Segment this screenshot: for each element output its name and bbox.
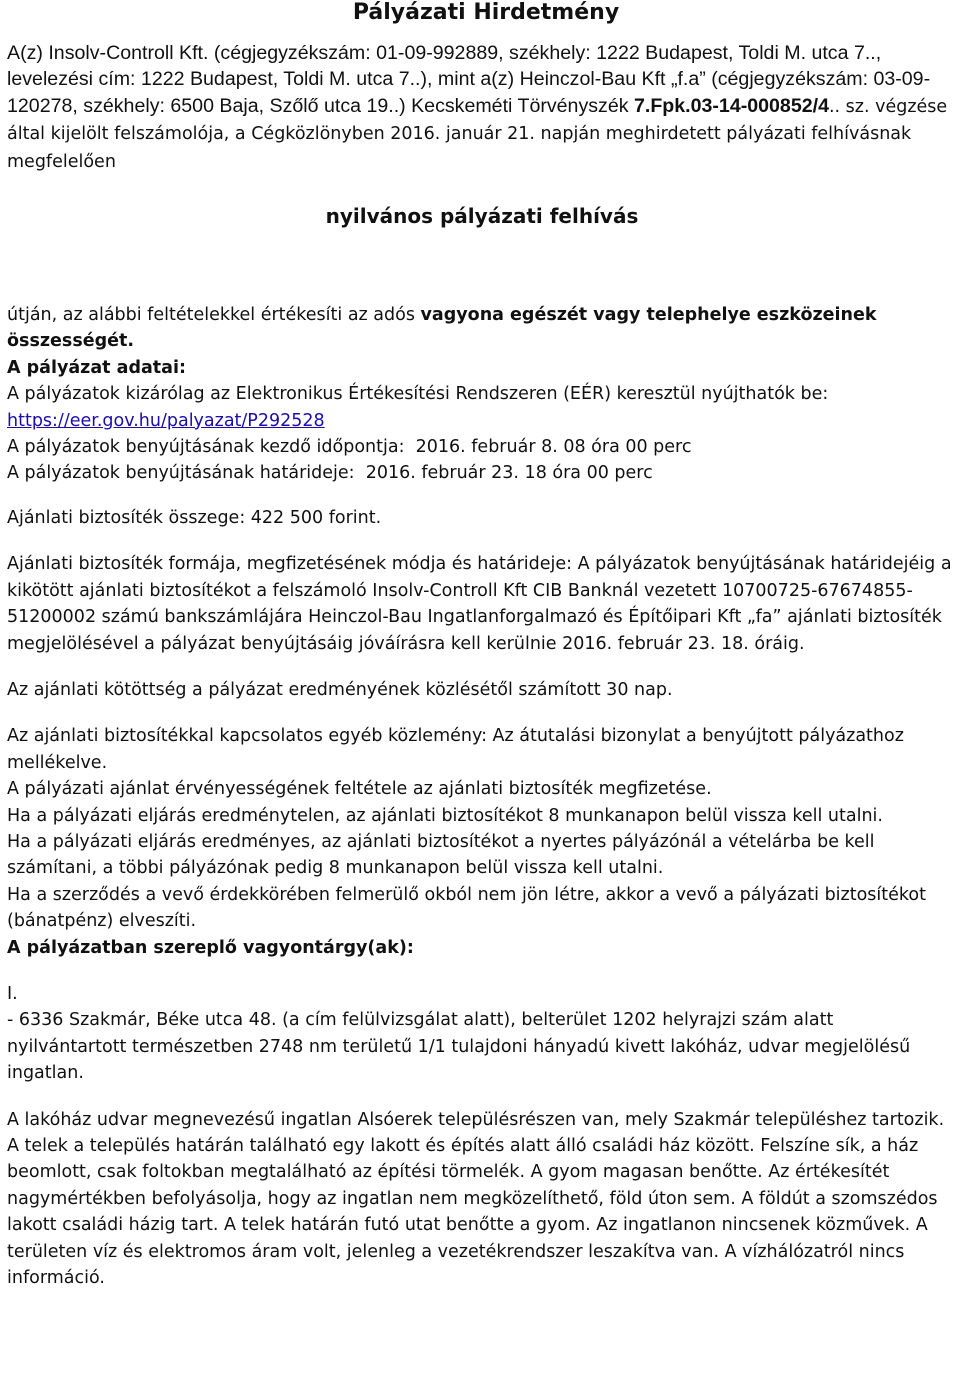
intro-text-start: A(z) Insolv-Controll Kft. (cégjegyzékszám: 01-09-992889, székhely: 1222 Budapest, Toldi M. utca 7.., levelezési cím: 1222 Budapest, Toldi M. utca 7..), mint a(z) Heinczol-Bau Kft „f.a” (cégjegyzékszám: 03-09-120278, székhely: 6500 Baja, Szőlő utca 19..) Kecskeméti Törvényszék bbox=[7, 42, 931, 117]
intro-paragraph bbox=[7, 40, 957, 175]
start-date-value: 2016. február 8. 08 óra 00 perc bbox=[415, 437, 692, 458]
deadline-line bbox=[7, 460, 957, 486]
assets-heading: A pályázatban szereplő vagyontárgy(ak): bbox=[7, 937, 414, 958]
spacer bbox=[7, 657, 957, 677]
deposit-form-paragraph: Ajánlati biztosíték formája, megfizetésének módja és határideje: A pályázatok benyújtásának határidejéig a kikötött ajánlati biztosítékot a felszámoló Insolv-Controll Kft CIB Banknál vezetett 10700725-67674855-51200002 számú bankszámlájára Heinczol-Bau Ingatlanforgalmazó és Építőipari Kft „fa” ajánlati biztosíték megjelölésével a pályázat benyújtásáig jóváírásra kell kerülnie 2016. február 23. 18. óráig. bbox=[7, 554, 952, 654]
notice-item: Ha a pályázati eljárás eredménytelen, az ajánlati biztosítékot 8 munkanapon belül vissza kell utalni. bbox=[7, 805, 883, 826]
spacer bbox=[7, 961, 957, 981]
deadline-label: A pályázatok benyújtásának határideje: bbox=[7, 463, 355, 484]
call-subtitle: nyilvános pályázati felhívás bbox=[325, 204, 639, 229]
notice-item: Az ajánlati biztosítékkal kapcsolatos egyéb közlemény: Az átutalási bizonylat a benyújtott pályázathoz mellékelve. bbox=[7, 726, 904, 773]
case-number: 7.Fpk.03-14-000852/4 bbox=[633, 94, 829, 117]
binding-paragraph: Az ajánlati kötöttség a pályázat eredményének közlésétől számított 30 nap. bbox=[7, 679, 673, 700]
spacer bbox=[7, 487, 957, 505]
asset-roman-numeral: I. bbox=[7, 983, 18, 1004]
spacer bbox=[7, 531, 957, 551]
sale-subject: vagyona egészét vagy telephelye eszközeinek összességét. bbox=[7, 305, 877, 352]
sale-text: útján, az alábbi feltételekkel értékesíti az adós bbox=[7, 305, 421, 326]
spacer bbox=[7, 703, 957, 723]
sale-paragraph bbox=[7, 302, 957, 355]
submission-link[interactable]: https://eer.gov.hu/palyazat/P292528 bbox=[7, 410, 325, 431]
intro-text-end: .. sz. végzése által kijelölt felszámolója, a Cégközlönyben 2016. január 21. napján meghirdetett pályázati felhívásnak megfelelően bbox=[7, 96, 948, 172]
spacer bbox=[7, 231, 957, 302]
spacer bbox=[7, 1087, 957, 1107]
notice-item: Ha a szerződés a vevő érdekkörében felmerülő okból nem jön létre, akkor a vevő a pályázati biztosítékot (bánatpénz) elveszíti. bbox=[7, 884, 926, 932]
notice-item: A pályázati ajánlat érvényességének feltétele az ajánlati biztosíték megfizetése. bbox=[7, 779, 712, 800]
submission-paragraph bbox=[7, 381, 957, 434]
deposit-amount: Ajánlati biztosíték összege: 422 500 forint. bbox=[7, 507, 382, 528]
data-heading: A pályázat adatai: bbox=[7, 357, 186, 378]
notice-item: Ha a pályázati eljárás eredményes, az ajánlati biztosítékot a nyertes pályázónál a vételárba be kell számítani, a többi pályázónak pedig 8 munkanapon belül vissza kell utalni. bbox=[7, 831, 875, 879]
asset-description: A lakóház udvar megnevezésű ingatlan Alsóerek településrészen van, mely Szakmár településhez tartozik. A telek a település határán található egy lakott és építés alatt álló családi ház között. Felszíne sík, a ház beomlott, csak foltokban megtalálható az építési törmelék. A gyom magasan benőtte. Az értékesítét nagymértékben befolyásolja, hogy az ingatlan nem megközelíthető, föld úton sem. A földút a szomszédos lakott családi házig tart. A telek határán futó utat benőtte a gyom. Az ingatlanon nincsenek közművek. A területen víz és elektromos áram volt, jelenleg a vezetékrendszer leszakítva van. A vízhálózatról nincs információ. bbox=[7, 1109, 945, 1289]
asset-item: - 6336 Szakmár, Béke utca 48. (a cím felülvizsgálat alatt), belterület 1202 helyrajzi szám alatt nyilvántartott természetben 2748 nm területű 1/1 tulajdoni hányadú kivett lakóház, udvar megjelölésű ingatlan. bbox=[7, 1010, 911, 1084]
document-page bbox=[7, 0, 957, 1291]
deadline-value: 2016. február 23. 18 óra 00 perc bbox=[365, 463, 653, 484]
submission-text: A pályázatok kizárólag az Elektronikus Értékesítési Rendszeren (EÉR) keresztül nyújthatók be: bbox=[7, 384, 829, 405]
page-title: Pályázati Hirdetmény bbox=[352, 0, 620, 25]
start-date-line bbox=[7, 434, 957, 460]
start-date-label: A pályázatok benyújtásának kezdő időpontja: bbox=[7, 437, 405, 458]
